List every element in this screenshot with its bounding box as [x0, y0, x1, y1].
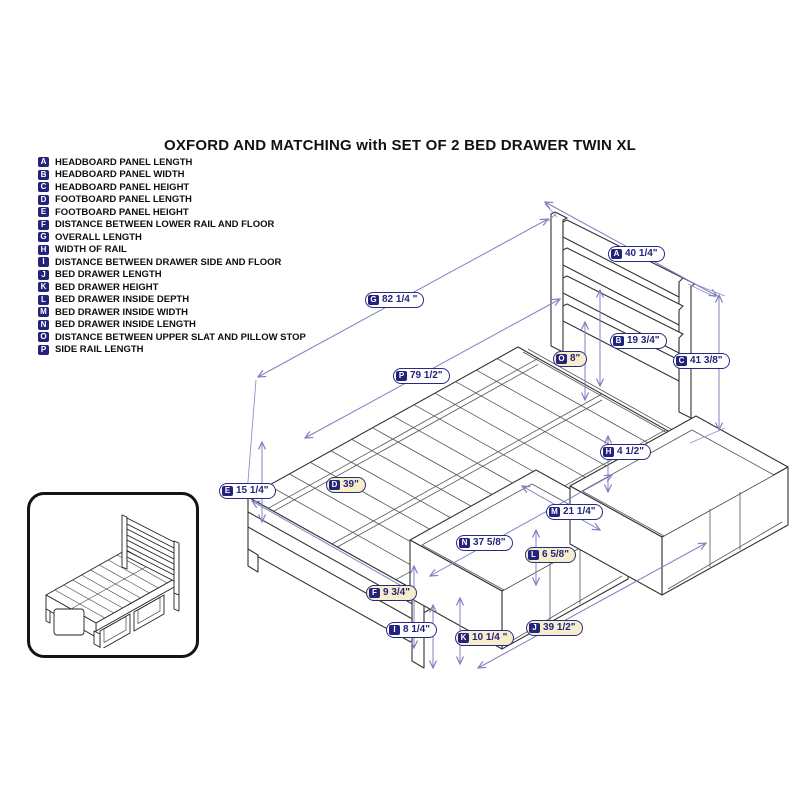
legend-label-d: FOOTBOARD PANEL LENGTH — [55, 194, 192, 206]
dim-badge-e: E — [222, 486, 233, 496]
dim-badge-k: K — [458, 633, 469, 643]
dim-value-k: 10 1/4 " — [472, 632, 508, 643]
legend-badge-n: N — [38, 320, 49, 330]
legend-label-j: BED DRAWER LENGTH — [55, 269, 162, 281]
legend-badge-m: M — [38, 307, 49, 317]
legend-label-o: DISTANCE BETWEEN UPPER SLAT AND PILLOW STOP — [55, 331, 306, 343]
legend-label-a: HEADBOARD PANEL LENGTH — [55, 156, 193, 168]
inset-bed-art — [30, 495, 190, 648]
dim-value-i: 8 1/4" — [403, 624, 430, 635]
dim-value-g: 82 1/4 " — [382, 294, 418, 305]
legend-label-c: HEADBOARD PANEL HEIGHT — [55, 181, 190, 193]
dim-label-m — [546, 504, 603, 520]
dim-badge-d: D — [329, 480, 340, 490]
legend-badge-d: D — [38, 195, 49, 205]
dim-badge-h: H — [603, 447, 614, 457]
legend-label-h: WIDTH OF RAIL — [55, 244, 127, 256]
legend-badge-i: I — [38, 257, 49, 267]
dim-value-p: 79 1/2" — [410, 370, 443, 381]
dim-label-k — [455, 630, 514, 646]
dim-label-o — [553, 351, 587, 367]
dim-badge-m: M — [549, 507, 560, 517]
dim-badge-b: B — [613, 336, 624, 346]
dim-label-h — [600, 444, 651, 460]
dim-value-b: 19 3/4" — [627, 335, 660, 346]
dim-value-e: 15 1/4" — [236, 485, 269, 496]
dim-label-p — [393, 368, 450, 384]
dim-value-f: 9 3/4" — [383, 587, 410, 598]
dim-label-n — [456, 535, 513, 551]
dim-badge-f: F — [369, 588, 380, 598]
legend-badge-e: E — [38, 207, 49, 217]
dim-value-l: 6 5/8" — [542, 549, 569, 560]
legend-label-n: BED DRAWER INSIDE LENGTH — [55, 319, 196, 331]
dim-value-m: 21 1/4" — [563, 506, 596, 517]
dim-badge-c: C — [676, 356, 687, 366]
legend-label-m: BED DRAWER INSIDE WIDTH — [55, 306, 188, 318]
dim-value-h: 4 1/2" — [617, 446, 644, 457]
legend-label-k: BED DRAWER HEIGHT — [55, 281, 159, 293]
legend-badge-c: C — [38, 182, 49, 192]
dim-value-c: 41 3/8" — [690, 355, 723, 366]
legend-badge-j: J — [38, 270, 49, 280]
legend-badge-f: F — [38, 220, 49, 230]
dim-value-a: 40 1/4" — [625, 248, 658, 259]
legend-label-p: SIDE RAIL LENGTH — [55, 344, 144, 356]
legend-label-g: OVERALL LENGTH — [55, 231, 142, 243]
dim-label-e — [219, 483, 276, 499]
legend-label-i: DISTANCE BETWEEN DRAWER SIDE AND FLOOR — [55, 256, 282, 268]
legend-badge-a: A — [38, 157, 49, 167]
dim-badge-a: A — [611, 249, 622, 259]
legend-label-l: BED DRAWER INSIDE DEPTH — [55, 294, 190, 306]
dim-value-d: 39" — [343, 479, 359, 490]
dim-label-l — [525, 547, 576, 563]
legend-badge-g: G — [38, 232, 49, 242]
inset-thumbnail — [27, 492, 199, 658]
legend-badge-k: K — [38, 282, 49, 292]
legend-label-f: DISTANCE BETWEEN LOWER RAIL AND FLOOR — [55, 219, 275, 231]
dim-label-a — [608, 246, 665, 262]
dim-label-i — [386, 622, 437, 638]
legend-badge-l: L — [38, 295, 49, 305]
dim-badge-g: G — [368, 295, 379, 305]
dim-label-f — [366, 585, 417, 601]
dim-label-b — [610, 333, 667, 349]
dim-label-g — [365, 292, 424, 308]
dim-label-c — [673, 353, 730, 369]
legend-badge-b: B — [38, 170, 49, 180]
dim-badge-p: P — [396, 371, 407, 381]
dim-value-o: 8" — [570, 353, 581, 364]
dim-label-d — [326, 477, 366, 493]
dim-badge-i: I — [389, 625, 400, 635]
dim-badge-o: O — [556, 354, 567, 364]
dim-label-j — [526, 620, 583, 636]
legend-badge-p: P — [38, 345, 49, 355]
dim-value-n: 37 5/8" — [473, 537, 506, 548]
legend-label-e: FOOTBOARD PANEL HEIGHT — [55, 206, 189, 218]
dim-badge-n: N — [459, 538, 470, 548]
dim-value-j: 39 1/2" — [543, 622, 576, 633]
dim-badge-j: J — [529, 623, 540, 633]
diagram-title: OXFORD AND MATCHING with SET OF 2 BED DRAWER TWIN XL — [163, 137, 637, 154]
legend-badge-o: O — [38, 332, 49, 342]
dim-badge-l: L — [528, 550, 539, 560]
legend-badge-h: H — [38, 245, 49, 255]
legend-label-b: HEADBOARD PANEL WIDTH — [55, 169, 185, 181]
